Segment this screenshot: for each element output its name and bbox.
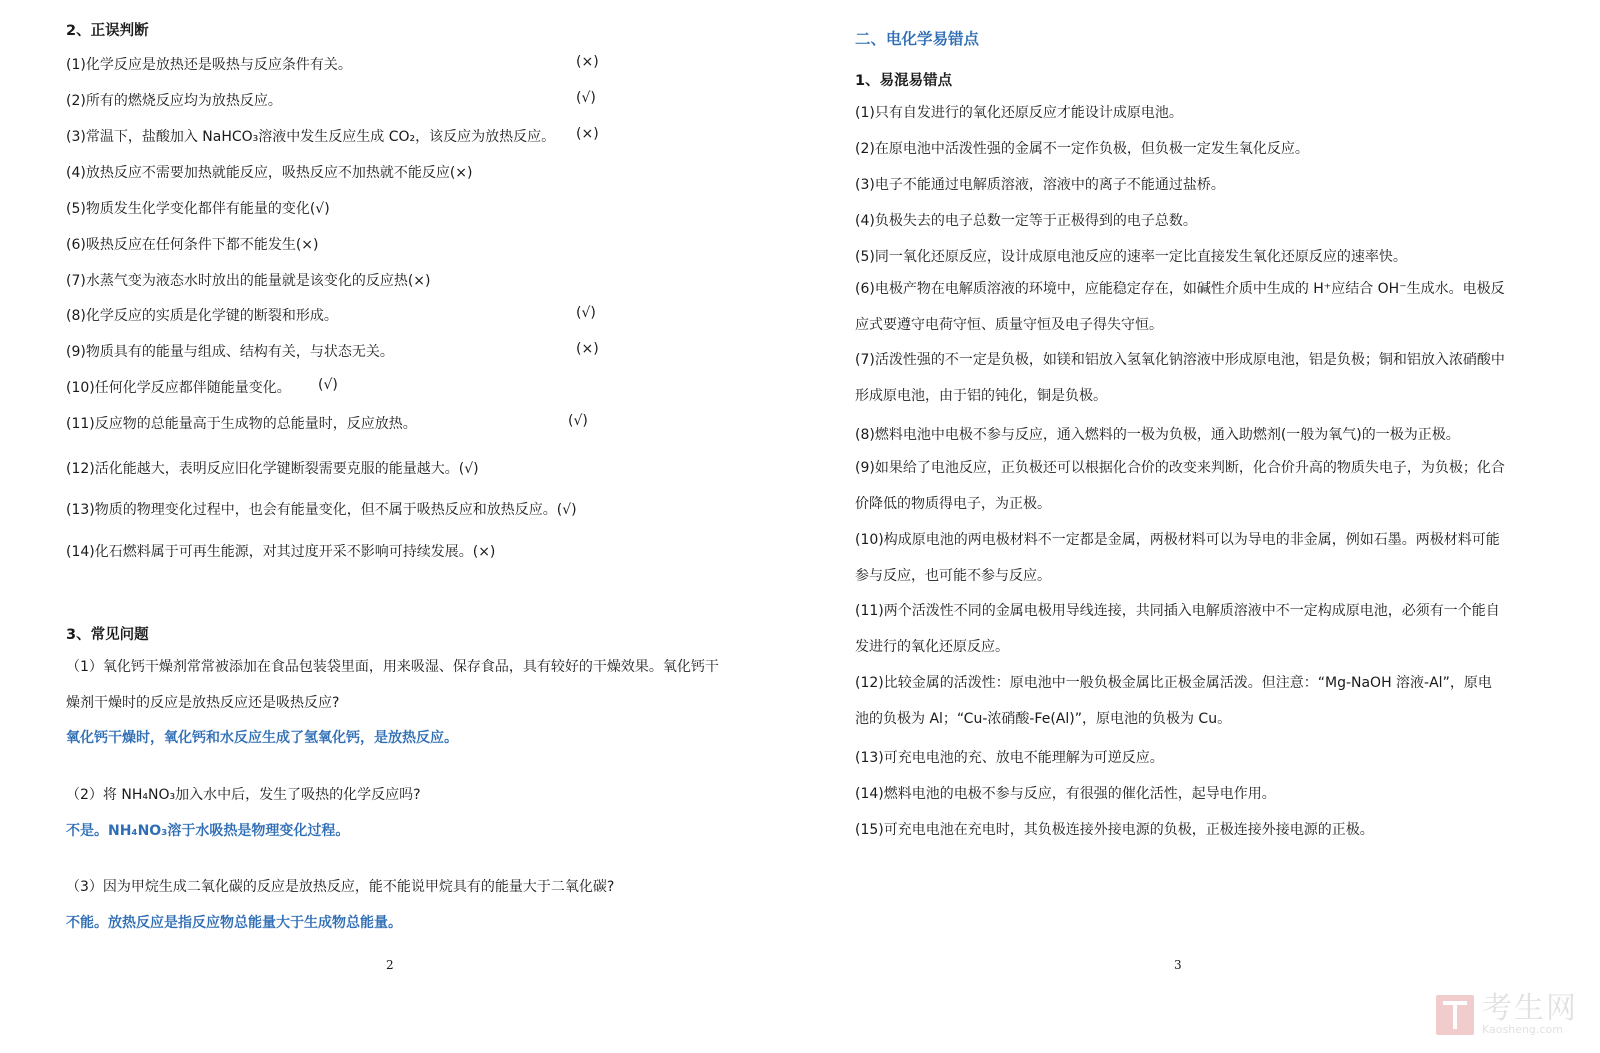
judgment-8: (8)化学反应的实质是化学键的断裂和形成。 [66, 308, 338, 324]
item-15: (15)可充电电池在充电时，其负极连接外接电源的负极，正极连接外接电源的正极。 [855, 822, 1374, 838]
judgment-3: (3)常温下，盐酸加入 NaHCO₃溶液中发生反应生成 CO₂，该反应为放热反应。 [66, 129, 556, 145]
judgment-10: (10)任何化学反应都伴随能量变化。 [66, 380, 291, 396]
item-6: (6)电极产物在电解质溶液的环境中，应能稳定存在，如碱性介质中生成的 H⁺应结合 OH⁻生成水。电极反应式要遵守电荷守恒、质量守恒及电子得失守恒。 [855, 281, 1505, 333]
answer-1: 氧化钙干燥时，氧化钙和水反应生成了氢氧化钙，是放热反应。 [66, 730, 458, 746]
item-2: (2)在原电池中活泼性强的金属不一定作负极，但负极一定发生氧化反应。 [855, 141, 1309, 157]
answer-2: 不是。NH₄NO₃溶于水吸热是物理变化过程。 [66, 823, 350, 839]
watermark-text: 考生网 [1482, 991, 1578, 1026]
question-1-line2: 燥剂干燥时的反应是放热反应还是吸热反应? [66, 695, 340, 711]
judgment-3-mark: (×) [576, 126, 599, 142]
judgment-9: (9)物质具有的能量与组成、结构有关，与状态无关。 [66, 344, 394, 360]
item-1: (1)只有自发进行的氧化还原反应才能设计成原电池。 [855, 105, 1183, 121]
judgment-14: (14)化石燃料属于可再生能源，对其过度开采不影响可持续发展。(×) [66, 544, 496, 560]
item-5: (5)同一氧化还原反应，设计成原电池反应的速率一定比直接发生氧化还原反应的速率快。 [855, 249, 1407, 265]
judgment-8-mark: (√) [576, 305, 596, 321]
judgment-6: (6)吸热反应在任何条件下都不能发生(×) [66, 237, 319, 253]
judgment-1-mark: (×) [576, 54, 599, 70]
judgment-13: (13)物质的物理变化过程中，也会有能量变化，但不属于吸热反应和放热反应。(√) [66, 502, 577, 518]
watermark [1436, 991, 1578, 1036]
item-3: (3)电子不能通过电解质溶液，溶液中的离子不能通过盐桥。 [855, 177, 1225, 193]
kaosheng-logo-icon [1436, 995, 1474, 1035]
watermark-sub: Kaosheng.com [1482, 1023, 1563, 1036]
judgment-10-mark: (√) [318, 377, 338, 393]
right-page [800, 0, 1600, 1053]
section-title: 二、电化学易错点 [855, 30, 980, 48]
sub-title: 1、易混易错点 [855, 73, 953, 89]
judgment-2-mark: (√) [576, 90, 596, 106]
item-4: (4)负极失去的电子总数一定等于正极得到的电子总数。 [855, 213, 1197, 229]
item-13: (13)可充电电池的充、放电不能理解为可逆反应。 [855, 750, 1164, 766]
page-number-right: 3 [1174, 958, 1182, 972]
judgment-2: (2)所有的燃烧反应均为放热反应。 [66, 93, 282, 109]
judgment-5: (5)物质发生化学变化都伴有能量的变化(√) [66, 201, 330, 217]
item-11: (11)两个活泼性不同的金属电极用导线连接，共同插入电解质溶液中不一定构成原电池，必须有一个能自发进行的氧化还原反应。 [855, 603, 1500, 655]
item-14: (14)燃料电池的电极不参与反应，有很强的催化活性，起导电作用。 [855, 786, 1276, 802]
judgment-9-mark: (×) [576, 341, 599, 357]
question-2: （2）将 NH₄NO₃加入水中后，发生了吸热的化学反应吗? [66, 787, 421, 803]
item-10: (10)构成原电池的两电极材料不一定都是金属，两极材料可以为导电的非金属，例如石墨。两极材料可能参与反应，也可能不参与反应。 [855, 532, 1500, 584]
judgment-11: (11)反应物的总能量高于生成物的总能量时，反应放热。 [66, 416, 417, 432]
judgment-7: (7)水蒸气变为液态水时放出的能量就是该变化的反应热(×) [66, 273, 431, 289]
question-1-line1: （1）氧化钙干燥剂常常被添加在食品包装袋里面，用来吸湿、保存食品，具有较好的干燥效果。氧化钙干 [66, 659, 719, 675]
section3-title: 3、常见问题 [66, 627, 149, 643]
judgment-12: (12)活化能越大，表明反应旧化学键断裂需要克服的能量越大。(√) [66, 461, 479, 477]
item-12: (12)比较金属的活泼性：原电池中一般负极金属比正极金属活泼。但注意：“Mg-NaOH 溶液-Al”，原电池的负极为 Al；“Cu-浓硝酸-Fe(Al)”，原电池的负极为 Cu。 [855, 675, 1492, 727]
section2-title: 2、正误判断 [66, 23, 149, 39]
item-7: (7)活泼性强的不一定是负极，如镁和铝放入氢氧化钠溶液中形成原电池，铝是负极；铜和铝放入浓硝酸中形成原电池，由于铝的钝化，铜是负极。 [855, 352, 1505, 404]
answer-3: 不能。放热反应是指反应物总能量大于生成物总能量。 [66, 915, 402, 931]
question-3: （3）因为甲烷生成二氧化碳的反应是放热反应，能不能说甲烷具有的能量大于二氧化碳? [66, 879, 615, 895]
page-number-left: 2 [386, 958, 394, 972]
judgment-1: (1)化学反应是放热还是吸热与反应条件有关。 [66, 57, 352, 73]
judgment-4: (4)放热反应不需要加热就能反应，吸热反应不加热就不能反应(×) [66, 165, 473, 181]
item-8: (8)燃料电池中电极不参与反应，通入燃料的一极为负极，通入助燃剂(一般为氧气)的一极为正极。 [855, 427, 1460, 443]
item-9: (9)如果给了电池反应，正负极还可以根据化合价的改变来判断，化合价升高的物质失电子，为负极；化合价降低的物质得电子，为正极。 [855, 460, 1505, 512]
judgment-11-mark: (√) [568, 413, 588, 429]
